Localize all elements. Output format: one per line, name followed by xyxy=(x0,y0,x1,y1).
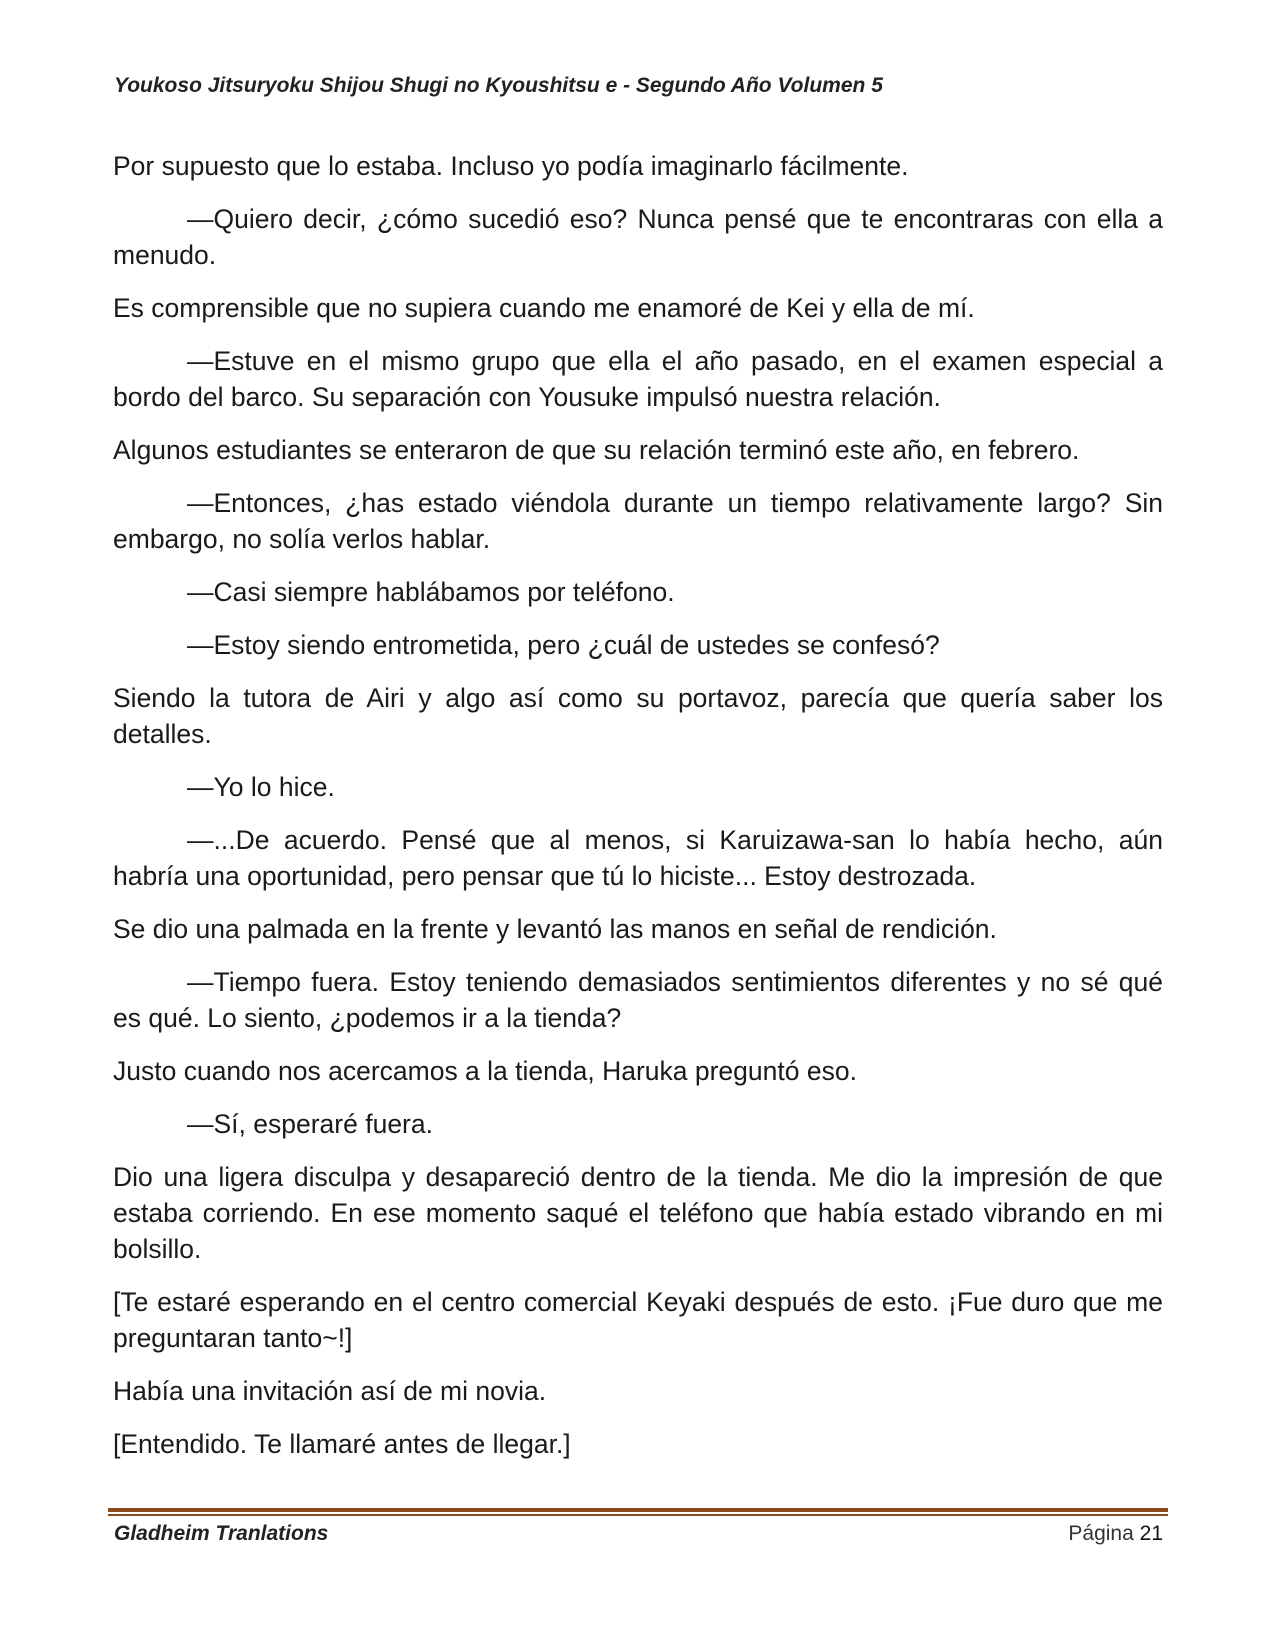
paragraph: —Yo lo hice. xyxy=(187,772,335,802)
paragraph: —Casi siempre hablábamos por teléfono. xyxy=(187,577,675,607)
page-number-value: 21 xyxy=(1139,1522,1163,1545)
paragraph: —Estoy siendo entrometida, pero ¿cuál de ustedes se confesó? xyxy=(187,630,940,660)
paragraph: —Sí, esperaré fuera. xyxy=(187,1109,433,1139)
paragraph: Es comprensible que no supiera cuando me enamoré de Kei y ella de mí. xyxy=(113,293,975,323)
body-text xyxy=(113,148,1163,1479)
page-label: Página xyxy=(1068,1522,1134,1545)
footer-credit: Gladheim Tranlations xyxy=(114,1522,329,1545)
paragraph: —Estuve en el mismo grupo que ella el año pasado, en el examen especial a bordo del barco. Su separación con Yousuke impulsó nuestra relación. xyxy=(113,346,1163,412)
paragraph: [Te estaré esperando en el centro comercial Keyaki después de esto. ¡Fue duro que me preguntaran tanto~!] xyxy=(113,1287,1163,1353)
paragraph: —Quiero decir, ¿cómo sucedió eso? Nunca pensé que te encontraras con ella a menudo. xyxy=(113,204,1163,270)
paragraph: [Entendido. Te llamaré antes de llegar.] xyxy=(113,1429,571,1459)
paragraph: —...De acuerdo. Pensé que al menos, si Karuizawa-san lo había hecho, aún habría una oportunidad, pero pensar que tú lo hiciste... Estoy destrozada. xyxy=(113,825,1163,891)
paragraph: Había una invitación así de mi novia. xyxy=(113,1376,547,1406)
page-number xyxy=(1068,1522,1163,1546)
paragraph: Siendo la tutora de Airi y algo así como su portavoz, parecía que quería saber los detalles. xyxy=(113,683,1163,749)
footer-divider-thin xyxy=(108,1514,1168,1516)
paragraph: —Tiempo fuera. Estoy teniendo demasiados sentimientos diferentes y no sé qué es qué. Lo siento, ¿podemos ir a la tienda? xyxy=(113,967,1163,1033)
paragraph: Algunos estudiantes se enteraron de que su relación terminó este año, en febrero. xyxy=(113,435,1080,465)
paragraph: Se dio una palmada en la frente y levantó las manos en señal de rendición. xyxy=(113,914,997,944)
footer-divider xyxy=(108,1508,1168,1516)
paragraph: Por supuesto que lo estaba. Incluso yo podía imaginarlo fácilmente. xyxy=(113,151,909,181)
paragraph: —Entonces, ¿has estado viéndola durante un tiempo relativamente largo? Sin embargo, no solía verlos hablar. xyxy=(113,488,1163,554)
paragraph: Dio una ligera disculpa y desapareció dentro de la tienda. Me dio la impresión de que estaba corriendo. En ese momento saqué el teléfono que había estado vibrando en mi bolsillo. xyxy=(113,1162,1163,1264)
paragraph: Justo cuando nos acercamos a la tienda, Haruka preguntó eso. xyxy=(113,1056,857,1086)
running-header: Youkoso Jitsuryoku Shijou Shugi no Kyoushitsu e - Segundo Año Volumen 5 xyxy=(114,74,883,97)
